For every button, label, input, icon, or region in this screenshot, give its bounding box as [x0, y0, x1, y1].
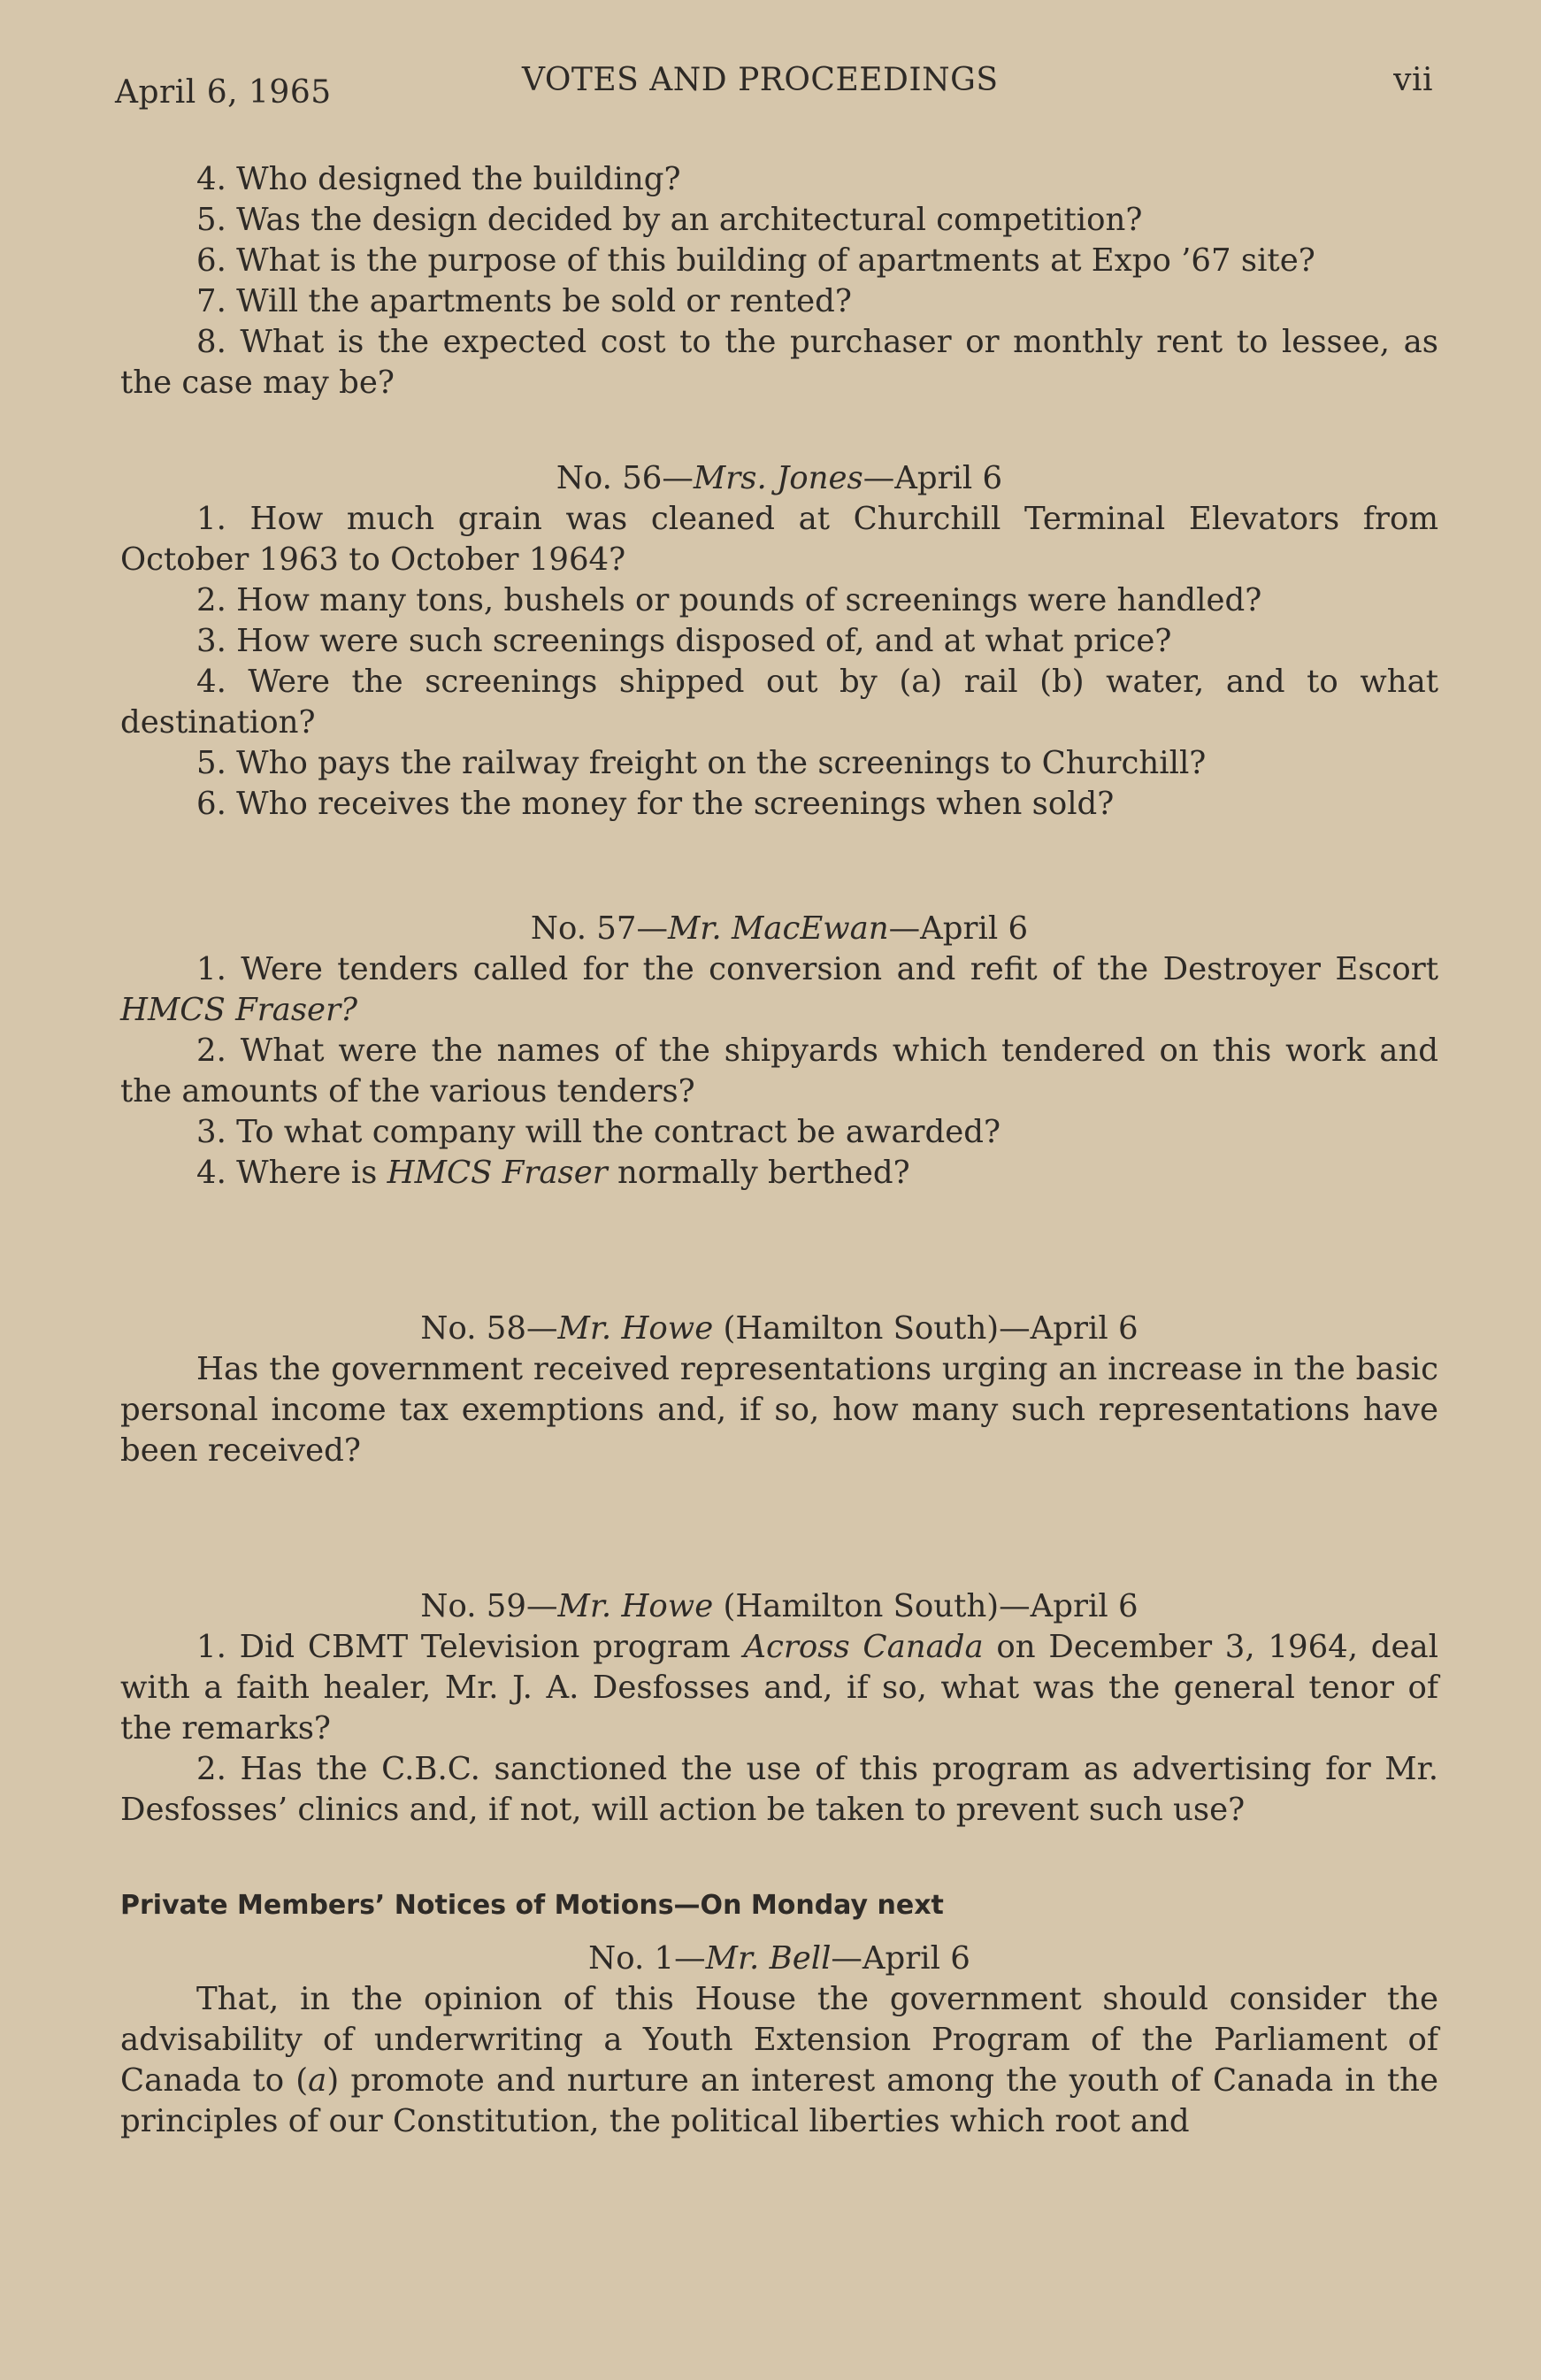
question-item: 5. Who pays the railway freight on the screenings to Churchill?: [196, 745, 1207, 781]
member-name: Mr. Howe: [557, 1588, 714, 1624]
question-item: 1. Were tenders called for the conversion and refit of the Destroyer Escort HMCS Fraser?: [120, 951, 1438, 1028]
page-header: [115, 62, 1433, 115]
question-item: 2. How many tons, bushels or pounds of screenings were handled?: [196, 582, 1262, 618]
question-item: 5. Was the design decided by an architectural competition?: [196, 202, 1143, 238]
question-item: 2. Has the C.B.C. sanctioned the use of this program as advertising for Mr. Desfosses’ clinics and, if not, will action be taken to prevent such use?: [120, 1751, 1438, 1828]
question-item: 3. How were such screenings disposed of, and at what price?: [196, 623, 1172, 659]
page-number: vii: [1393, 62, 1433, 98]
question-heading: No. 57—Mr. MacEwan—April 6: [530, 910, 1029, 947]
continued-question: [120, 159, 1438, 403]
member-name: Mr. Bell: [705, 1940, 832, 1977]
member-name: Mrs. Jones: [693, 460, 863, 496]
ship-name: HMCS Fraser: [387, 1155, 608, 1191]
page-content: [120, 159, 1438, 2142]
section-heading: Private Members’ Notices of Motions—On Monday next: [120, 1890, 944, 1921]
motions-section: [120, 1885, 1438, 2142]
motion-text: That, in the opinion of this House the government should consider the advisability of underwriting a Youth Extension Program of the Parliament of Canada to (a) promote and nurture an interest among the youth of Canada in the principles of our Constitution, the political liberties which root and: [120, 1981, 1438, 2139]
question-item: 1. How much grain was cleaned at Churchill Terminal Elevators from October 1963 to October 1964?: [120, 501, 1438, 578]
question-item: 4. Where is HMCS Fraser normally berthed?: [196, 1155, 910, 1191]
member-name: Mr. Howe: [557, 1310, 714, 1347]
question-58: [120, 1309, 1438, 1471]
question-56: [120, 458, 1438, 825]
question-item: 7. Will the apartments be sold or rented?: [196, 283, 852, 319]
question-59: [120, 1586, 1438, 1831]
question-heading: No. 56—Mrs. Jones—April 6: [556, 460, 1003, 496]
question-item: 1. Did CBMT Television program Across Canada on December 3, 1964, deal with a faith healer, Mr. J. A. Desfosses and, if so, what was the general tenor of the remarks?: [120, 1629, 1438, 1747]
question-heading: No. 59—Mr. Howe (Hamilton South)—April 6: [420, 1588, 1138, 1624]
header-date: April 6, 1965: [115, 74, 332, 111]
member-name: Mr. MacEwan: [667, 910, 889, 947]
question-item: 3. To what company will the contract be awarded?: [196, 1114, 1001, 1150]
question-heading: No. 58—Mr. Howe (Hamilton South)—April 6: [420, 1310, 1138, 1347]
question-item: 6. What is the purpose of this building of apartments at Expo ’67 site?: [196, 242, 1315, 279]
motion-heading: No. 1—Mr. Bell—April 6: [588, 1940, 970, 1977]
question-item: 6. Who receives the money for the screenings when sold?: [196, 786, 1115, 822]
question-57: [120, 909, 1438, 1194]
question-item: 4. Were the screenings shipped out by (a) rail (b) water, and to what destination?: [120, 664, 1438, 741]
question-text: Has the government received representations urging an increase in the basic personal income tax exemptions and, if so, how many such representations have been received?: [120, 1351, 1438, 1469]
question-item: 4. Who designed the building?: [196, 161, 681, 197]
header-title: VOTES AND PROCEEDINGS: [522, 62, 999, 98]
program-name: Across Canada: [743, 1629, 984, 1665]
question-item: 2. What were the names of the shipyards which tendered on this work and the amounts of the various tenders?: [120, 1033, 1438, 1109]
ship-name: HMCS Fraser?: [120, 992, 358, 1028]
question-item: 8. What is the expected cost to the purchaser or monthly rent to lessee, as the case may be?: [120, 324, 1438, 401]
